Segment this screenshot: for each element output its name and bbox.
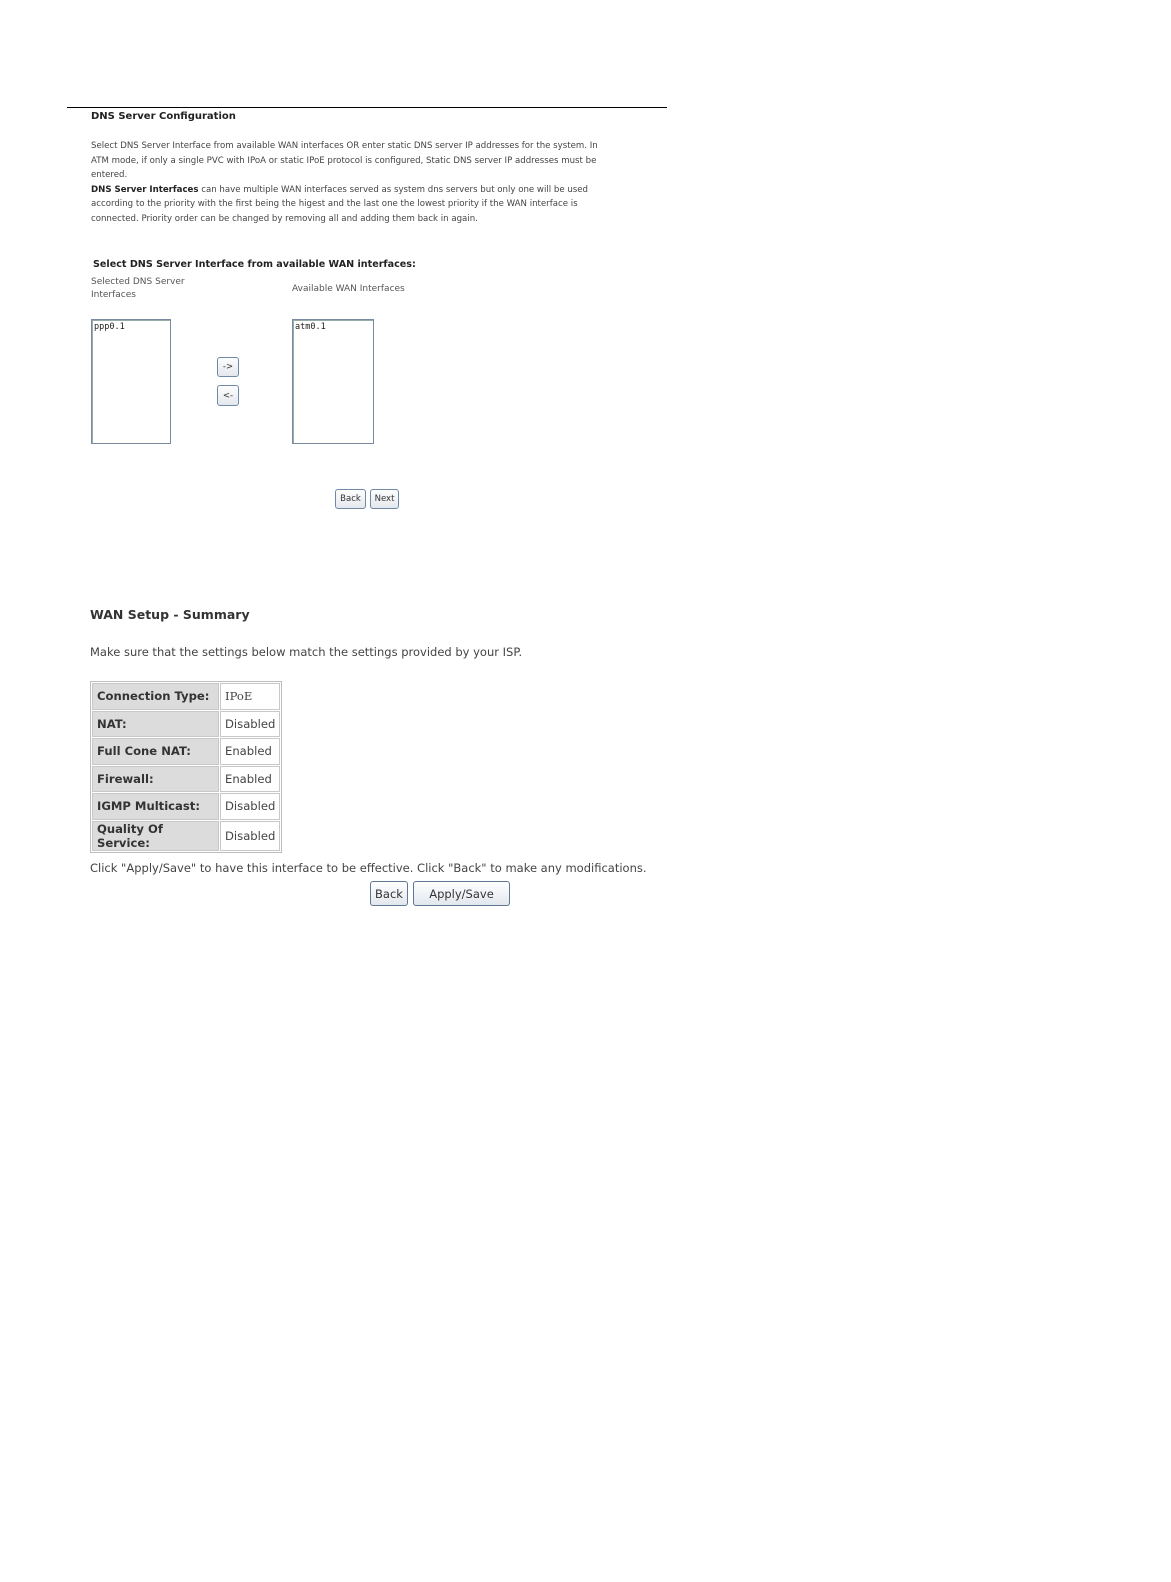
- summary-back-button[interactable]: Back: [370, 881, 408, 906]
- table-row: [92, 766, 280, 793]
- table-row: [92, 738, 280, 765]
- table-row: [92, 711, 280, 738]
- list-item[interactable]: ppp0.1: [94, 322, 125, 332]
- dns-interfaces-line: according to the priority with the first being the higest and the last one the lowest priority if the WAN interface is: [91, 199, 578, 209]
- dns-intro-line: ATM mode, if only a single PVC with IPoA or static IPoE protocol is configured, Static DNS server IP addresses must be: [91, 155, 597, 166]
- table-row: [92, 793, 280, 820]
- summary-footer-text: Click "Apply/Save" to have this interface to be effective. Click "Back" to make any modifications.: [90, 861, 647, 875]
- dns-interfaces-line: connected. Priority order can be changed by removing all and adding them back in again.: [91, 213, 478, 224]
- top-divider: [67, 107, 667, 108]
- selected-interfaces-label: [91, 276, 185, 302]
- apply-save-button[interactable]: Apply/Save: [413, 881, 510, 906]
- selected-label-line: Selected DNS Server: [91, 277, 185, 287]
- summary-key: Quality Of Service:: [92, 821, 219, 851]
- dns-intro-line: Select DNS Server Interface from available WAN interfaces OR enter static DNS server IP addresses for the system. In: [91, 141, 598, 151]
- table-row: [92, 683, 280, 710]
- summary-value: Disabled: [220, 793, 280, 820]
- summary-value: Enabled: [220, 766, 280, 793]
- dns-next-button[interactable]: Next: [370, 489, 399, 509]
- dns-section-title: DNS Server Configuration: [91, 111, 236, 122]
- available-interfaces-label: Available WAN Interfaces: [292, 284, 405, 294]
- available-interfaces-listbox[interactable]: [292, 319, 374, 444]
- move-right-button[interactable]: ->: [217, 357, 239, 377]
- list-item[interactable]: atm0.1: [295, 322, 326, 332]
- dns-interfaces-line: [91, 183, 651, 198]
- summary-value: Disabled: [220, 711, 280, 738]
- dns-select-heading: Select DNS Server Interface from available WAN interfaces:: [93, 259, 416, 270]
- summary-key: Firewall:: [92, 766, 219, 793]
- dns-back-button[interactable]: Back: [335, 489, 366, 509]
- summary-table: [90, 681, 282, 853]
- move-left-button[interactable]: <-: [217, 385, 239, 406]
- summary-value: Disabled: [220, 821, 280, 851]
- dns-interfaces-text: can have multiple WAN interfaces served as system dns servers but only one will be used: [198, 184, 589, 195]
- selected-label-line: Interfaces: [91, 290, 136, 300]
- summary-key: Full Cone NAT:: [92, 738, 219, 765]
- summary-value: IPoE: [220, 683, 280, 710]
- dns-intro-line: entered.: [91, 170, 128, 180]
- summary-description: Make sure that the settings below match the settings provided by your ISP.: [90, 645, 523, 659]
- summary-value: Enabled: [220, 738, 280, 765]
- selected-interfaces-listbox[interactable]: [91, 319, 171, 444]
- dns-interfaces-bold: DNS Server Interfaces: [91, 184, 199, 195]
- table-row: [92, 821, 280, 851]
- summary-key: IGMP Multicast:: [92, 793, 219, 820]
- summary-title: WAN Setup - Summary: [90, 607, 250, 622]
- summary-key: Connection Type:: [92, 683, 219, 710]
- summary-key: NAT:: [92, 711, 219, 738]
- dns-intro-text: [91, 139, 651, 226]
